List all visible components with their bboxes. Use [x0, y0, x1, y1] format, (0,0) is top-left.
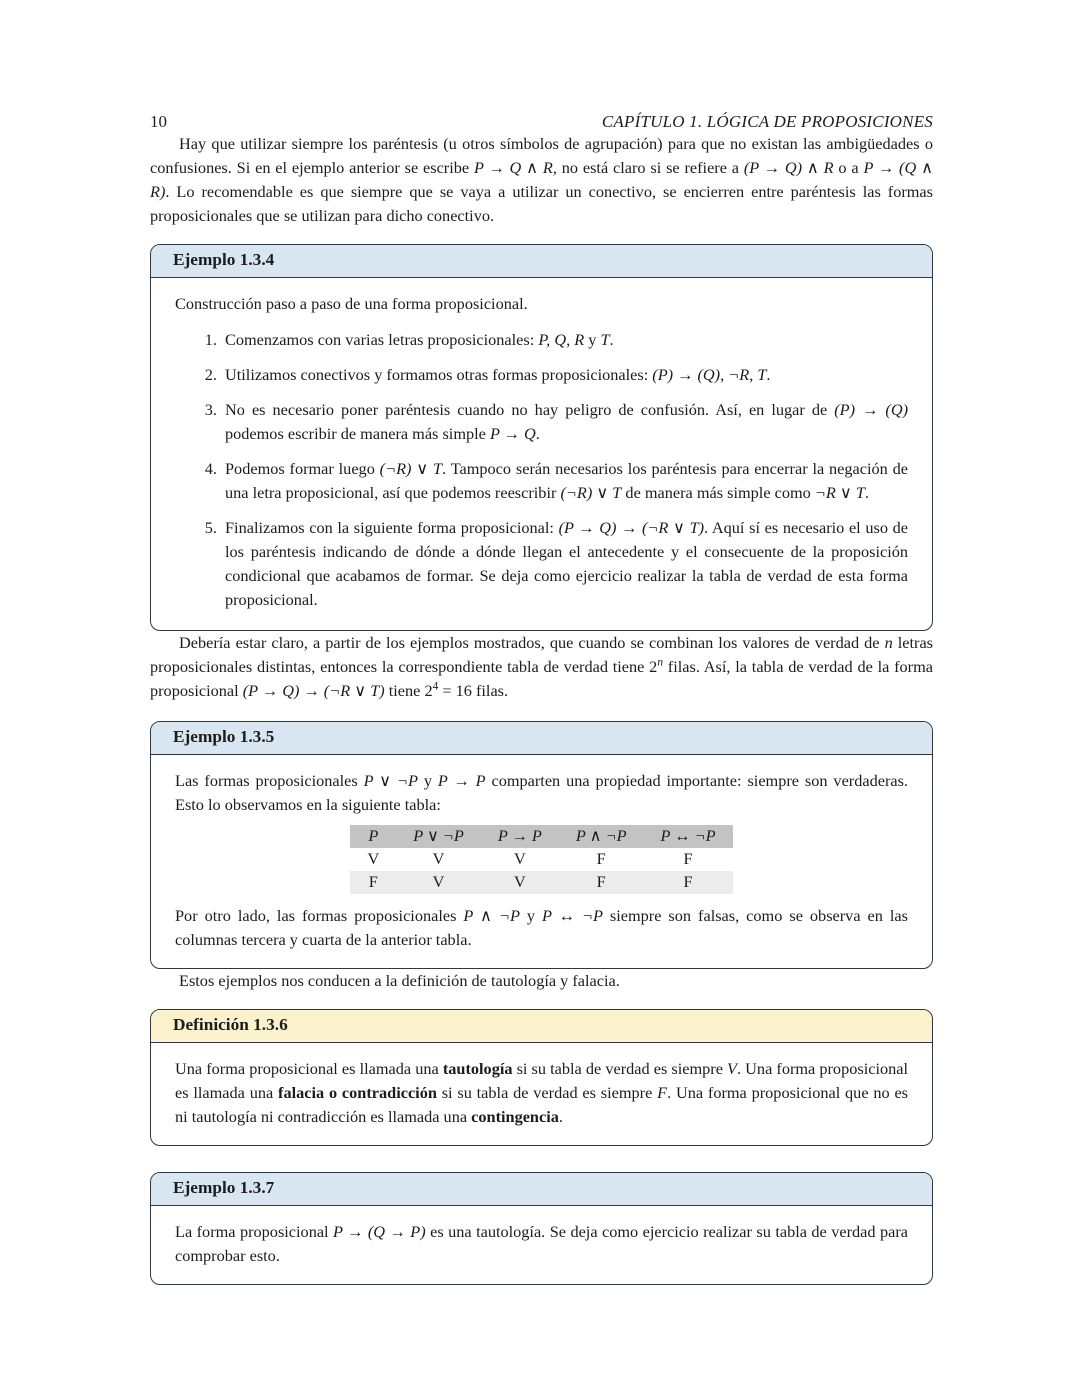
construction-step-1: 1. Comenzamos con varias letras proposicionales: P, Q, R y T. [221, 328, 908, 352]
truth-table-header-cell: P ↔ ¬P [644, 825, 733, 848]
truth-table-cell: V [367, 849, 380, 868]
truth-table-cell: F [596, 872, 606, 891]
truth-table-cell: F [683, 849, 693, 868]
example-1-3-4-body [151, 278, 932, 630]
example-1-3-7-title: Ejemplo 1.3.7 [151, 1173, 932, 1206]
example-1-3-7-body [151, 1206, 932, 1284]
definition-1-3-6-title: Definición 1.3.6 [151, 1010, 932, 1043]
truth-table-row [350, 871, 732, 894]
construction-step-2: 2. Utilizamos conectivos y formamos otras formas proposicionales: (P) → (Q), ¬R, T. [221, 363, 908, 387]
definition-1-3-6-text: Una forma proposicional es llamada una tautología si su tabla de verdad es siempre V. Una forma proposicional es llamada una falacia o contradicción si su tabla de verdad es siempre F. Una forma proposicional que no es ni tautología ni contradicción es llamada una contingencia. [175, 1059, 909, 1126]
truth-table-cell: V [432, 849, 445, 868]
truth-table-header-cell: P ∨ ¬P [396, 825, 481, 848]
truth-table-header-cell: P ∧ ¬P [559, 825, 644, 848]
construction-steps-list [175, 328, 908, 612]
truth-table-header-row [350, 825, 732, 848]
intro-paragraph: Hay que utilizar siempre los paréntesis (u otros símbolos de agrupación) para que no existan las ambigüedades o confusiones. Si en el ejemplo anterior se escribe P → Q ∧ R, no está claro si se refiere a (P → Q) ∧ R o a P → (Q ∧ R). Lo recomendable es que siempre que se vaya a utilizar un conectivo, se encierren entre paréntesis las formas proposicionales que se utilizan para dicho conectivo. [150, 134, 933, 225]
truth-table-cell: V [432, 872, 445, 891]
construction-step-5: 5. Finalizamos con la siguiente forma proposicional: (P → Q) → (¬R ∨ T). Aquí sí es necesario el uso de los paréntesis indicando de dónde a dónde llegan el antecedente y el consecuente de la proposición condicional que acabamos de formar. Se deja como ejercicio realizar la tabla de verdad de esta forma proposicional. [221, 516, 908, 612]
example-1-3-5-body [151, 755, 932, 968]
page-header [150, 0, 933, 132]
truth-table-row [350, 848, 732, 871]
truth-table-cell: V [513, 872, 526, 891]
page-number: 10 [150, 112, 167, 131]
example-1-3-5-box [150, 721, 933, 969]
truth-table-cell: F [368, 872, 378, 891]
example-1-3-5-paragraph-2: Por otro lado, las formas proposicionales P ∧ ¬P y P ↔ ¬P siempre son falsas, como se observa en las columnas tercera y cuarta de la anterior tabla. [175, 906, 908, 949]
example-1-3-4-box [150, 244, 933, 631]
example-1-3-7-box [150, 1172, 933, 1285]
after-example-paragraph: Debería estar claro, a partir de los ejemplos mostrados, que cuando se combinan los valores de verdad de n letras proposicionales distintas, entonces la correspondiente tabla de verdad tiene 2$^n$ filas. Así, la tabla de verdad de la forma proposicional (P → Q) → (¬R ∨ T) tiene $2^4 = 16$ filas. [150, 633, 934, 700]
truth-table-cell: F [683, 872, 693, 891]
truth-table-header-cell: P → P [481, 825, 559, 848]
example-1-3-5-title: Ejemplo 1.3.5 [151, 722, 932, 755]
chapter-title: CAPÍTULO 1. LÓGICA DE PROPOSICIONES [601, 112, 933, 131]
example-1-3-7-text: La forma proposicional P → (Q → P) es una tautología. Se deja como ejercicio realizar su tabla de verdad para comprobar esto. [175, 1222, 909, 1265]
lead-in-paragraph: Estos ejemplos nos conducen a la definición de tautología y falacia. [179, 971, 620, 990]
example-1-3-5-paragraph-1: Las formas proposicionales P ∨ ¬P y P → P comparten una propiedad importante: siempre son verdaderas. Esto lo observamos en la siguiente tabla: [175, 771, 909, 814]
truth-table [350, 825, 732, 894]
truth-table-cell: F [596, 849, 606, 868]
construction-step-3: 3. No es necesario poner paréntesis cuando no hay peligro de confusión. Así, en lugar de (P) → (Q) podemos escribir de manera más simple P → Q. [221, 398, 908, 446]
construction-step-4: 4. Podemos formar luego (¬R) ∨ T. Tampoco serán necesarios los paréntesis para encerrar la negación de una letra proposicional, así que podemos reescribir (¬R) ∨ T de manera más simple como ¬R ∨ T. [221, 457, 908, 505]
definition-1-3-6-box [150, 1009, 933, 1146]
text-column [150, 0, 933, 1285]
example-1-3-4-intro: Construcción paso a paso de una forma proposicional. [175, 294, 528, 313]
example-1-3-4-title: Ejemplo 1.3.4 [151, 245, 932, 278]
definition-1-3-6-body [151, 1043, 932, 1145]
truth-table-cell: V [513, 849, 526, 868]
truth-table-header-cell: P [350, 825, 396, 848]
